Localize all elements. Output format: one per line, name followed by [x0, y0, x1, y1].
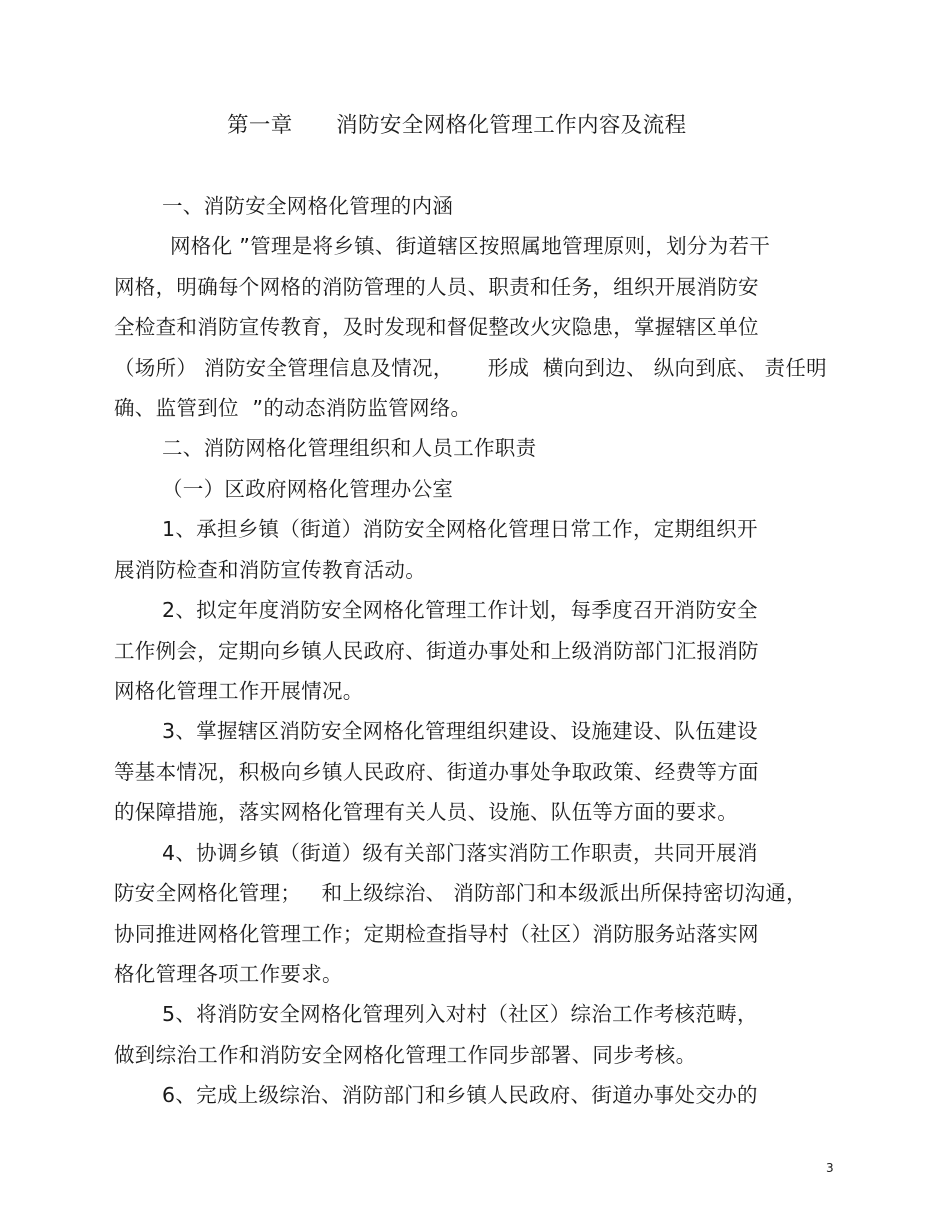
- paragraph-line: 网格化 ”管理是将乡镇、街道辖区按照属地管理原则，划分为若干: [170, 234, 771, 258]
- list-item-line: 等基本情况，积极向乡镇人民政府、街道办事处争取政策、经费等方面: [114, 760, 759, 784]
- list-item-line: 4、协调乡镇（街道）级有关部门落实消防工作职责，共同开展消: [162, 841, 758, 865]
- list-item-line: 格化管理各项工作要求。: [114, 962, 343, 986]
- paragraph-line: （场所） 消防安全管理信息及情况， 形成 横向到边、 纵向到底、 责任明: [114, 356, 827, 380]
- list-item-line: 的保障措施，落实网格化管理有关人员、设施、队伍等方面的要求。: [114, 800, 738, 824]
- list-item-line: 1、承担乡镇（街道）消防安全网格化管理日常工作，定期组织开: [162, 517, 758, 541]
- subsection-heading: （一）区政府网格化管理办公室: [162, 477, 454, 501]
- paragraph-line: 网格，明确每个网格的消防管理的人员、职责和任务，组织开展消防安: [114, 275, 759, 299]
- list-item-line: 6、完成上级综治、消防部门和乡镇人民政府、街道办事处交办的: [162, 1083, 758, 1107]
- list-item-line: 做到综治工作和消防安全网格化管理工作同步部署、同步考核。: [114, 1043, 697, 1067]
- paragraph-line: 全检查和消防宣传教育，及时发现和督促整改火灾隐患，掌握辖区单位: [114, 315, 759, 339]
- chapter-title: 第一章 消防安全网格化管理工作内容及流程: [227, 113, 687, 138]
- list-item-line: 工作例会，定期向乡镇人民政府、街道办事处和上级消防部门汇报消防: [114, 639, 759, 663]
- page-number: 3: [826, 1161, 834, 1175]
- list-item-line: 3、掌握辖区消防安全网格化管理组织建设、设施建设、队伍建设: [162, 719, 758, 743]
- section-heading: 二、消防网格化管理组织和人员工作职责: [162, 436, 537, 460]
- list-item-line: 协同推进网格化管理工作；定期检查指导村（社区）消防服务站落实网: [114, 922, 759, 946]
- list-item-line: 5、将消防安全网格化管理列入对村（社区）综治工作考核范畴，: [162, 1002, 758, 1026]
- list-item-line: 防安全网格化管理； 和上级综治、 消防部门和本级派出所保持密切沟通，: [114, 881, 807, 905]
- list-item-line: 展消防检查和消防宣传教育活动。: [114, 558, 426, 582]
- list-item-line: 网格化管理工作开展情况。: [114, 679, 364, 703]
- paragraph-line: 确、监管到位 ”的动态消防监管网络。: [114, 396, 472, 420]
- section-heading: 一、消防安全网格化管理的内涵: [162, 194, 454, 218]
- list-item-line: 2、拟定年度消防安全网格化管理工作计划，每季度召开消防安全: [162, 598, 758, 622]
